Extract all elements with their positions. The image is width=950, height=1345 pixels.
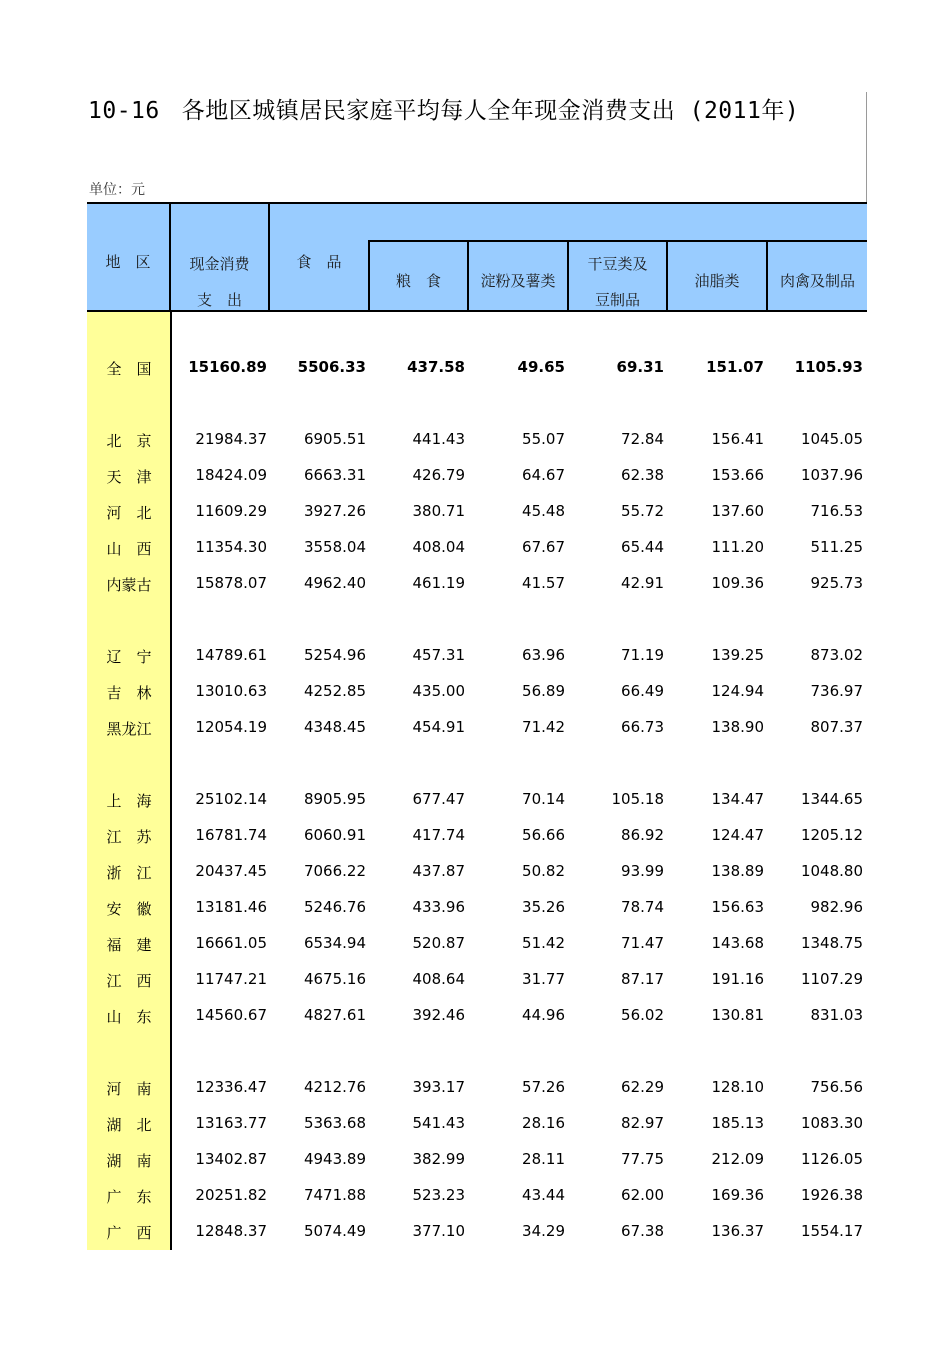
table-cell: 4827.61 bbox=[303, 1006, 366, 1024]
table-cell: 7471.88 bbox=[303, 1186, 366, 1204]
table-row bbox=[87, 494, 867, 530]
table-cell: 15878.07 bbox=[195, 574, 267, 592]
table-row bbox=[87, 998, 867, 1034]
table-row bbox=[87, 350, 867, 386]
table-cell: 1105.93 bbox=[794, 358, 863, 376]
table-cell: 56.89 bbox=[522, 682, 565, 700]
table-cell: 13402.87 bbox=[195, 1150, 267, 1168]
header-oil: 油脂类 bbox=[694, 272, 740, 290]
table-cell: 382.99 bbox=[412, 1150, 465, 1168]
table-cell: 31.77 bbox=[522, 970, 565, 988]
divider bbox=[368, 240, 867, 242]
table-cell: 169.36 bbox=[711, 1186, 764, 1204]
table-row bbox=[87, 674, 867, 710]
table-cell: 77.75 bbox=[621, 1150, 664, 1168]
table-cell: 457.31 bbox=[412, 646, 465, 664]
region-name: 内蒙古 bbox=[106, 576, 152, 594]
region-name: 北 京 bbox=[106, 432, 152, 450]
table-row bbox=[87, 710, 867, 746]
region-name: 浙 江 bbox=[106, 864, 152, 882]
table-cell: 454.91 bbox=[412, 718, 465, 736]
table-cell: 5074.49 bbox=[303, 1222, 366, 1240]
table-cell: 14560.67 bbox=[195, 1006, 267, 1024]
table-cell: 35.26 bbox=[522, 898, 565, 916]
table-cell: 151.07 bbox=[706, 358, 764, 376]
table-cell: 55.07 bbox=[522, 430, 565, 448]
page-title bbox=[88, 92, 799, 125]
region-name: 吉 林 bbox=[106, 684, 152, 702]
table-cell: 55.72 bbox=[621, 502, 664, 520]
table-cell: 377.10 bbox=[412, 1222, 465, 1240]
table-cell: 12848.37 bbox=[195, 1222, 267, 1240]
header-meat: 肉禽及制品 bbox=[779, 272, 855, 290]
table-cell: 3927.26 bbox=[303, 502, 366, 520]
table-cell: 807.37 bbox=[810, 718, 863, 736]
table-cell: 71.19 bbox=[621, 646, 664, 664]
table-cell: 1348.75 bbox=[800, 934, 863, 952]
table-row bbox=[87, 1142, 867, 1178]
table-cell: 16781.74 bbox=[195, 826, 267, 844]
table-cell: 831.03 bbox=[810, 1006, 863, 1024]
table-cell: 736.97 bbox=[810, 682, 863, 700]
table-cell: 6905.51 bbox=[303, 430, 366, 448]
table-cell: 4348.45 bbox=[303, 718, 366, 736]
table-row bbox=[87, 926, 867, 962]
table-cell: 11747.21 bbox=[195, 970, 267, 988]
table-cell: 212.09 bbox=[711, 1150, 764, 1168]
table-cell: 5254.96 bbox=[303, 646, 366, 664]
table-cell: 716.53 bbox=[810, 502, 863, 520]
table-cell: 138.90 bbox=[711, 718, 764, 736]
table-cell: 66.73 bbox=[621, 718, 664, 736]
table-cell: 13163.77 bbox=[195, 1114, 267, 1132]
table-cell: 4252.85 bbox=[303, 682, 366, 700]
table-cell: 873.02 bbox=[810, 646, 863, 664]
table-cell: 12336.47 bbox=[195, 1078, 267, 1096]
table-cell: 6060.91 bbox=[303, 826, 366, 844]
table-cell: 137.60 bbox=[711, 502, 764, 520]
unit-label: 单位：元 bbox=[89, 182, 145, 198]
table-cell: 62.00 bbox=[621, 1186, 664, 1204]
table-cell: 408.64 bbox=[412, 970, 465, 988]
table-cell: 7066.22 bbox=[303, 862, 366, 880]
table-cell: 25102.14 bbox=[195, 790, 267, 808]
table-cell: 1107.29 bbox=[800, 970, 863, 988]
table-row bbox=[87, 782, 867, 818]
table-cell: 139.25 bbox=[711, 646, 764, 664]
region-name: 湖 南 bbox=[106, 1152, 152, 1170]
table-cell: 66.49 bbox=[621, 682, 664, 700]
table-row bbox=[87, 962, 867, 998]
table-cell: 128.10 bbox=[711, 1078, 764, 1096]
table-cell: 982.96 bbox=[810, 898, 863, 916]
table-row bbox=[87, 890, 867, 926]
table-cell: 3558.04 bbox=[303, 538, 366, 556]
table-cell: 87.17 bbox=[621, 970, 664, 988]
header-grain: 粮 食 bbox=[395, 272, 441, 290]
table-cell: 14789.61 bbox=[195, 646, 267, 664]
table-number: 10-16 bbox=[88, 98, 160, 124]
region-name: 福 建 bbox=[106, 936, 152, 954]
table-cell: 69.31 bbox=[616, 358, 664, 376]
header-total-line1: 现金消费 bbox=[189, 255, 250, 273]
table-cell: 4962.40 bbox=[303, 574, 366, 592]
region-name: 辽 宁 bbox=[106, 648, 152, 666]
table-row bbox=[87, 422, 867, 458]
table-cell: 1205.12 bbox=[800, 826, 863, 844]
divider bbox=[866, 92, 867, 202]
table-cell: 520.87 bbox=[412, 934, 465, 952]
table-cell: 50.82 bbox=[522, 862, 565, 880]
table-cell: 541.43 bbox=[412, 1114, 465, 1132]
table-cell: 34.29 bbox=[522, 1222, 565, 1240]
table-row bbox=[87, 638, 867, 674]
table-cell: 15160.89 bbox=[188, 358, 267, 376]
table-cell: 64.67 bbox=[522, 466, 565, 484]
table-cell: 71.42 bbox=[522, 718, 565, 736]
table-cell: 461.19 bbox=[412, 574, 465, 592]
table-cell: 153.66 bbox=[711, 466, 764, 484]
table-cell: 124.47 bbox=[711, 826, 764, 844]
table-title: 各地区城镇居民家庭平均每人全年现金消费支出 (2011年) bbox=[181, 98, 800, 124]
table-cell: 1045.05 bbox=[800, 430, 863, 448]
table-cell: 28.11 bbox=[522, 1150, 565, 1168]
table-cell: 5246.76 bbox=[303, 898, 366, 916]
region-name: 广 西 bbox=[106, 1224, 152, 1242]
table-cell: 156.41 bbox=[711, 430, 764, 448]
table-row bbox=[87, 1106, 867, 1142]
region-name: 河 北 bbox=[106, 504, 152, 522]
header-starch: 淀粉及薯类 bbox=[480, 272, 556, 290]
header-food: 食 品 bbox=[296, 253, 342, 271]
region-name: 安 徽 bbox=[106, 900, 152, 918]
table-cell: 62.38 bbox=[621, 466, 664, 484]
region-name: 广 东 bbox=[106, 1188, 152, 1206]
region-name: 江 苏 bbox=[106, 828, 152, 846]
table-cell: 437.87 bbox=[412, 862, 465, 880]
table-cell: 72.84 bbox=[621, 430, 664, 448]
table-cell: 417.74 bbox=[412, 826, 465, 844]
table-cell: 156.63 bbox=[711, 898, 764, 916]
table-cell: 44.96 bbox=[522, 1006, 565, 1024]
header-total-line2: 支 出 bbox=[196, 291, 242, 309]
table-cell: 5506.33 bbox=[297, 358, 366, 376]
table-cell: 43.44 bbox=[522, 1186, 565, 1204]
region-name: 上 海 bbox=[106, 792, 152, 810]
region-name: 天 津 bbox=[106, 468, 152, 486]
header-region: 地 区 bbox=[105, 253, 151, 271]
table-cell: 18424.09 bbox=[195, 466, 267, 484]
table-cell: 138.89 bbox=[711, 862, 764, 880]
table-cell: 67.67 bbox=[522, 538, 565, 556]
table-cell: 1048.80 bbox=[800, 862, 863, 880]
region-name: 河 南 bbox=[106, 1080, 152, 1098]
table-cell: 1926.38 bbox=[800, 1186, 863, 1204]
table-cell: 51.42 bbox=[522, 934, 565, 952]
table-cell: 109.36 bbox=[711, 574, 764, 592]
table-cell: 8905.95 bbox=[303, 790, 366, 808]
header-beans-line1: 干豆类及 bbox=[587, 255, 648, 273]
header-beans-line2: 豆制品 bbox=[594, 291, 640, 309]
table-cell: 136.37 bbox=[711, 1222, 764, 1240]
table-cell: 6663.31 bbox=[303, 466, 366, 484]
table-cell: 1037.96 bbox=[800, 466, 863, 484]
table-row bbox=[87, 1178, 867, 1214]
table-cell: 426.79 bbox=[412, 466, 465, 484]
table-cell: 78.74 bbox=[621, 898, 664, 916]
table-cell: 433.96 bbox=[412, 898, 465, 916]
table-cell: 124.94 bbox=[711, 682, 764, 700]
table-cell: 111.20 bbox=[711, 538, 764, 556]
table-cell: 13010.63 bbox=[195, 682, 267, 700]
region-name: 湖 北 bbox=[106, 1116, 152, 1134]
table-cell: 49.65 bbox=[517, 358, 565, 376]
table-cell: 28.16 bbox=[522, 1114, 565, 1132]
table-row bbox=[87, 566, 867, 602]
table-cell: 56.02 bbox=[621, 1006, 664, 1024]
table-cell: 393.17 bbox=[412, 1078, 465, 1096]
table-cell: 45.48 bbox=[522, 502, 565, 520]
table-cell: 523.23 bbox=[412, 1186, 465, 1204]
table-cell: 67.38 bbox=[621, 1222, 664, 1240]
table-cell: 57.26 bbox=[522, 1078, 565, 1096]
table-cell: 56.66 bbox=[522, 826, 565, 844]
table-cell: 134.47 bbox=[711, 790, 764, 808]
table-cell: 16661.05 bbox=[195, 934, 267, 952]
region-name: 山 东 bbox=[106, 1008, 152, 1026]
table-row bbox=[87, 458, 867, 494]
table-cell: 4675.16 bbox=[303, 970, 366, 988]
table-row bbox=[87, 854, 867, 890]
region-name: 江 西 bbox=[106, 972, 152, 990]
table-cell: 441.43 bbox=[412, 430, 465, 448]
table-cell: 1126.05 bbox=[800, 1150, 863, 1168]
table-header bbox=[87, 202, 867, 312]
region-name: 山 西 bbox=[106, 540, 152, 558]
table-cell: 63.96 bbox=[522, 646, 565, 664]
table-cell: 5363.68 bbox=[303, 1114, 366, 1132]
table-cell: 756.56 bbox=[810, 1078, 863, 1096]
table-cell: 185.13 bbox=[711, 1114, 764, 1132]
table-cell: 511.25 bbox=[810, 538, 863, 556]
table-cell: 143.68 bbox=[711, 934, 764, 952]
table-cell: 42.91 bbox=[621, 574, 664, 592]
table-cell: 130.81 bbox=[711, 1006, 764, 1024]
table-row bbox=[87, 1070, 867, 1106]
table-cell: 437.58 bbox=[407, 358, 465, 376]
region-name: 黑龙江 bbox=[106, 720, 152, 738]
table-cell: 71.47 bbox=[621, 934, 664, 952]
table-cell: 82.97 bbox=[621, 1114, 664, 1132]
table-cell: 925.73 bbox=[810, 574, 863, 592]
table-cell: 13181.46 bbox=[195, 898, 267, 916]
table-cell: 380.71 bbox=[412, 502, 465, 520]
table-cell: 11354.30 bbox=[195, 538, 267, 556]
table-cell: 1554.17 bbox=[800, 1222, 863, 1240]
table-cell: 4212.76 bbox=[303, 1078, 366, 1096]
table-cell: 435.00 bbox=[412, 682, 465, 700]
table-cell: 12054.19 bbox=[195, 718, 267, 736]
table-cell: 677.47 bbox=[412, 790, 465, 808]
table-cell: 21984.37 bbox=[195, 430, 267, 448]
table-cell: 1083.30 bbox=[800, 1114, 863, 1132]
table-cell: 408.04 bbox=[412, 538, 465, 556]
table-cell: 20437.45 bbox=[195, 862, 267, 880]
table-cell: 6534.94 bbox=[303, 934, 366, 952]
table-cell: 4943.89 bbox=[303, 1150, 366, 1168]
table-cell: 1344.65 bbox=[800, 790, 863, 808]
table-cell: 392.46 bbox=[412, 1006, 465, 1024]
table-cell: 70.14 bbox=[522, 790, 565, 808]
table-cell: 65.44 bbox=[621, 538, 664, 556]
table-row bbox=[87, 818, 867, 854]
table-cell: 105.18 bbox=[611, 790, 664, 808]
region-name: 全 国 bbox=[106, 360, 152, 378]
table-cell: 11609.29 bbox=[195, 502, 267, 520]
table-cell: 93.99 bbox=[621, 862, 664, 880]
table-cell: 62.29 bbox=[621, 1078, 664, 1096]
table-cell: 191.16 bbox=[711, 970, 764, 988]
table-cell: 41.57 bbox=[522, 574, 565, 592]
table-cell: 20251.82 bbox=[195, 1186, 267, 1204]
table-cell: 86.92 bbox=[621, 826, 664, 844]
table-row bbox=[87, 1214, 867, 1250]
table-row bbox=[87, 530, 867, 566]
